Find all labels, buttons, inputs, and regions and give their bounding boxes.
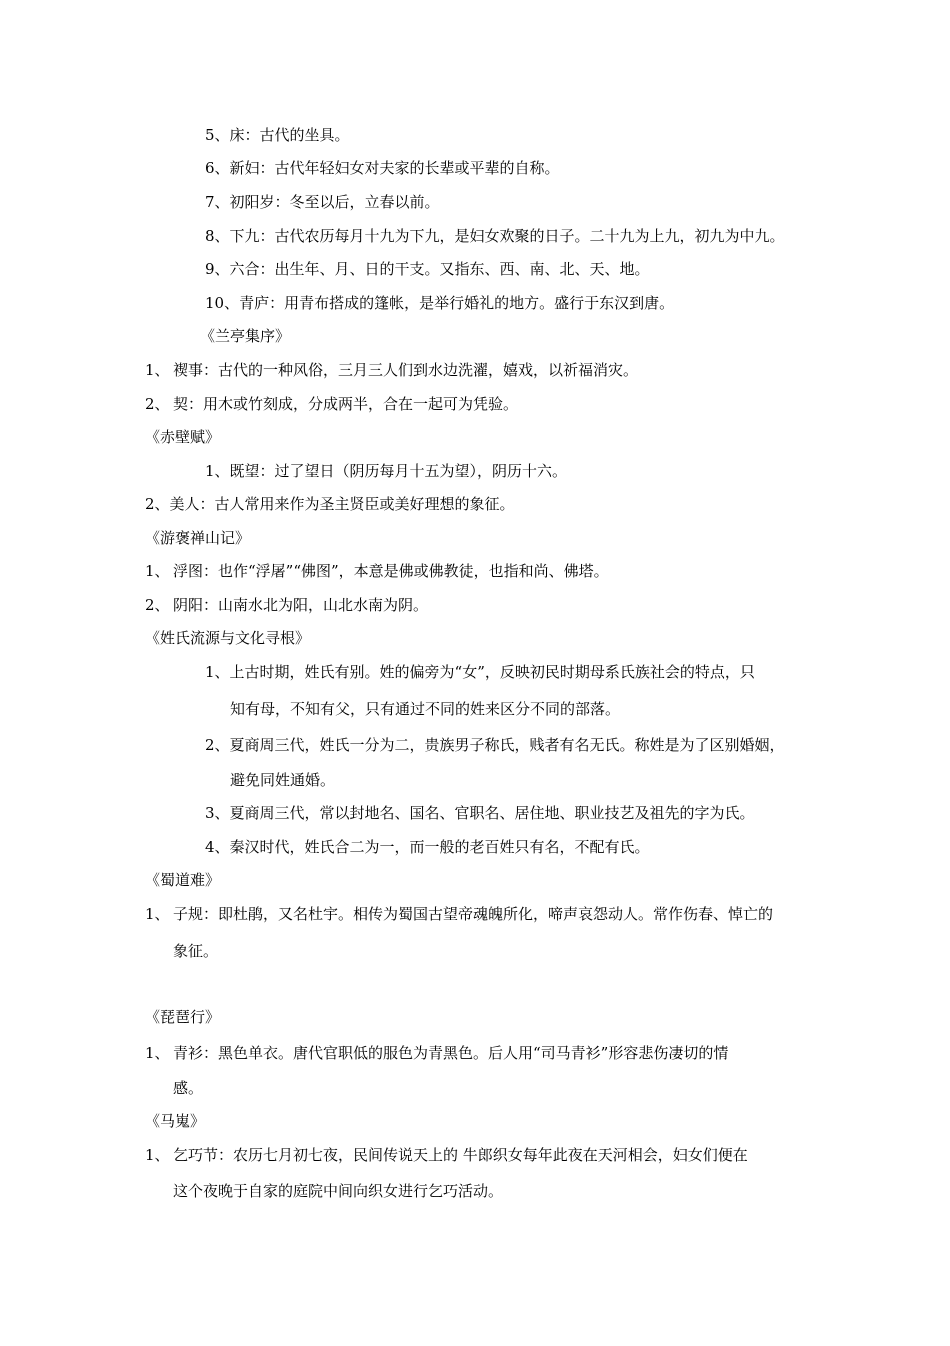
item-text: 青衫：黑色单衣。唐代官职低的服色为青黑色。后人用“司马青衫”形容悲伤凄切的情 (173, 1044, 729, 1062)
list-item-continuation: 知有母，不知有父，只有通过不同的姓来区分不同的部落。 (230, 700, 621, 718)
section-title-lanting: 《兰亭集序》 (200, 327, 291, 345)
list-item (145, 1043, 728, 1063)
list-item: 6、新妇：古代年轻妇女对夫家的长辈或平辈的自称。 (205, 159, 560, 177)
list-item: 2、夏商周三代，姓氏一分为二，贵族男子称氏，贱者有名无氏。称姓是为了区别婚姻， (205, 736, 785, 754)
list-item: 9、六合：出生年、月、日的干支。又指东、西、南、北、天、地。 (205, 260, 650, 278)
item-number: 2、 (145, 395, 170, 413)
list-item-continuation: 感。 (173, 1079, 204, 1097)
section-title-chibi: 《赤壁赋》 (145, 428, 221, 446)
item-text: 乞巧节：农历七月初七夜，民间传说天上的 牛郎织女每年此夜在天河相会，妇女们便在 (173, 1146, 748, 1164)
item-text: 子规：即杜鹃，又名杜宇。相传为蜀国古望帝魂魄所化，啼声哀怨动人。常作伤春、悼亡的 (173, 905, 774, 923)
item-text: 契：用木或竹刻成，分成两半，合在一起可为凭验。 (173, 395, 519, 413)
list-item (145, 904, 773, 924)
item-number: 1、 (145, 905, 170, 923)
section-title-pipa: 《琵琶行》 (145, 1008, 221, 1026)
item-text: 浮图：也作“浮屠”“佛图”，本意是佛或佛教徒，也指和尚、佛塔。 (173, 562, 609, 580)
list-item: 1、既望：过了望日（阴历每月十五为望），阴历十六。 (205, 462, 568, 480)
section-title-shudao: 《蜀道难》 (145, 871, 221, 889)
list-item: 1、上古时期，姓氏有别。姓的偏旁为“女”，反映初民时期母系氏族社会的特点，只 (205, 663, 755, 681)
list-item: 8、下九：古代农历每月十九为下九，是妇女欢聚的日子。二十九为上九，初九为中九。 (205, 227, 785, 245)
list-item (145, 561, 609, 581)
list-item (145, 595, 428, 615)
list-item: 3、夏商周三代，常以封地名、国名、官职名、居住地、职业技艺及祖先的字为氏。 (205, 804, 755, 822)
section-title-xingshi: 《姓氏流源与文化寻根》 (145, 629, 311, 647)
list-item: 10、青庐：用青布搭成的篷帐，是举行婚礼的地方。盛行于东汉到唐。 (205, 294, 675, 312)
list-item: 5、床：古代的坐具。 (205, 126, 350, 144)
list-item-continuation: 这个夜晚于自家的庭院中间向织女进行乞巧活动。 (173, 1182, 504, 1200)
section-title-mawei: 《马嵬》 (145, 1112, 206, 1130)
list-item (145, 360, 638, 380)
list-item (145, 394, 518, 414)
section-title-baochan: 《游褒禅山记》 (145, 529, 251, 547)
list-item-continuation: 避免同姓通婚。 (230, 771, 336, 789)
item-number: 1、 (145, 1146, 170, 1164)
item-number: 1、 (145, 361, 170, 379)
item-number: 1、 (145, 1044, 170, 1062)
list-item (145, 1145, 748, 1165)
list-item-continuation: 象征。 (173, 942, 219, 960)
item-number: 1、 (145, 562, 170, 580)
item-text: 阴阳：山南水北为阳，山北水南为阴。 (173, 596, 429, 614)
item-text: 褉事：古代的一种风俗，三月三人们到水边洗濯，嬉戏，以祈福消灾。 (173, 361, 639, 379)
list-item: 2、美人：古人常用来作为圣主贤臣或美好理想的象征。 (145, 495, 515, 513)
list-item: 4、秦汉时代，姓氏合二为一，而一般的老百姓只有名，不配有氏。 (205, 838, 650, 856)
list-item: 7、初阳岁：冬至以后，立春以前。 (205, 193, 440, 211)
item-number: 2、 (145, 596, 170, 614)
